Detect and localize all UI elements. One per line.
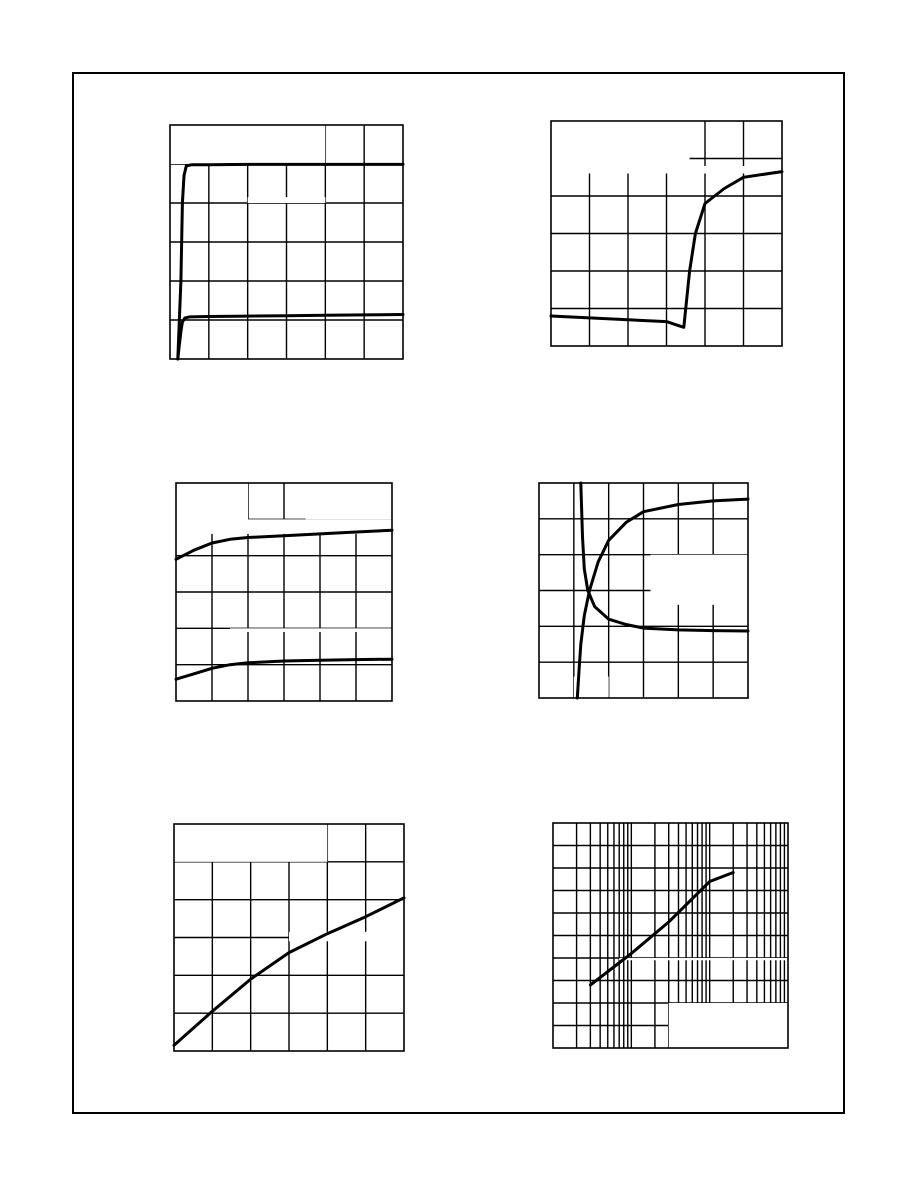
label-area — [289, 932, 404, 941]
label-area — [248, 197, 326, 203]
chart-2 — [551, 121, 782, 346]
chart-3 — [176, 483, 392, 701]
label-area — [650, 555, 748, 605]
chart-4 — [539, 483, 748, 698]
series-line-1 — [178, 164, 403, 359]
label-area — [551, 121, 690, 174]
chart-1 — [170, 125, 403, 359]
label-area — [230, 628, 392, 632]
chart-6 — [553, 823, 788, 1048]
label-area — [306, 483, 392, 519]
series-line-2 — [178, 315, 403, 360]
chart-5 — [174, 824, 404, 1051]
series-line-1 — [590, 873, 733, 986]
label-area — [669, 1003, 788, 1048]
label-area — [170, 125, 325, 164]
label-area — [619, 958, 788, 960]
label-area — [176, 483, 248, 534]
label-area — [174, 824, 327, 862]
